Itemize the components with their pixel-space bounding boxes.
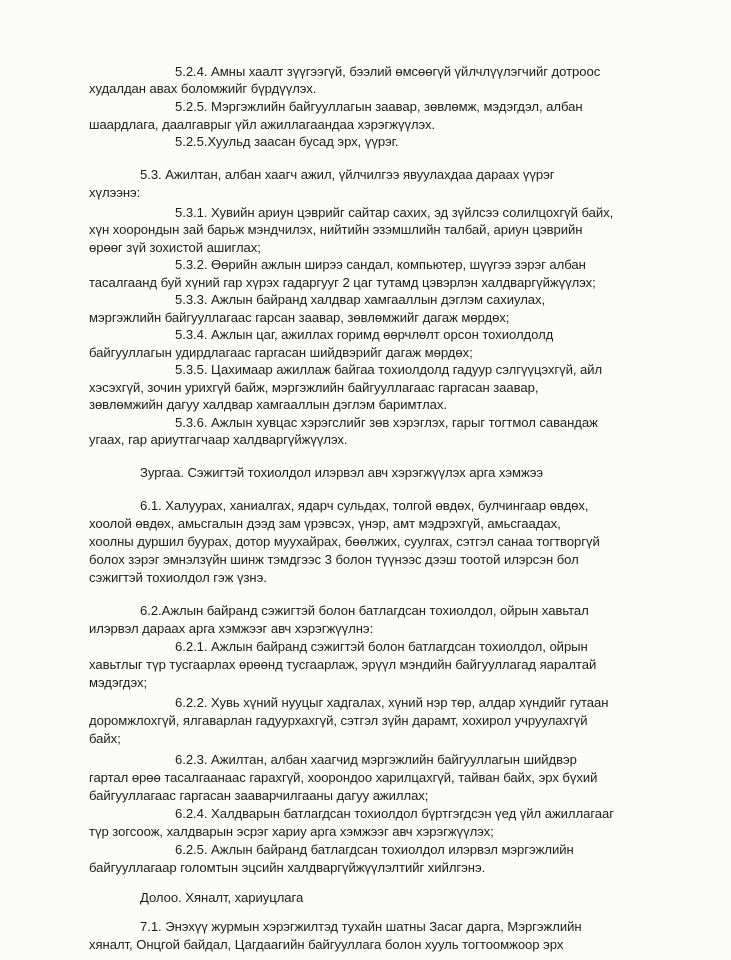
document-line	[0, 514, 731, 534]
document-line-text: мэргэжлийн байгууллагаас гарсан заавар, зөвлөмжийг дагаж мөрдөх;	[89, 310, 510, 325]
document-line-text: болох зэрэг эмнэлзүйн шинж тэмдгээс 3 болон түүнээс дээш тоотой илэрсэн бол	[89, 552, 579, 567]
document-line	[0, 768, 731, 788]
document-line	[0, 729, 731, 749]
document-line-text: 5.2.4. Амны хаалт зүүгээгүй, бээлий өмсөөгүй үйлчлүүлэгчийг дотроос	[175, 64, 601, 79]
document-line	[0, 840, 731, 860]
document-line	[0, 673, 731, 693]
document-line-text: илэрвэл дараах арга хэмжээг авч хэрэгжүүлнэ:	[89, 621, 374, 636]
document-line	[0, 183, 731, 203]
document-line-text: 6.1. Халуурах, ханиалгах, ядарч сульдах, толгой өвдөх, булчингаар өвдөх,	[140, 498, 589, 513]
document-line	[0, 711, 731, 731]
document-line	[0, 532, 731, 552]
document-line-text: байх;	[89, 731, 121, 746]
document-line	[0, 430, 731, 450]
document-line	[0, 637, 731, 657]
document-line-text: 6.2.5. Ажлын байранд батлагдсан тохиолдол илэрвэл мэргэжлийн	[175, 842, 574, 857]
document-line	[0, 750, 731, 770]
document-line-text: 5.3.5. Цахимаар ажиллаж байгаа тохиолдолд гадуур сэлгүүцэхгүй, айл	[175, 362, 603, 377]
document-line	[0, 220, 731, 240]
document-line	[0, 550, 731, 570]
document-line-text: угаах, гар ариутгагчаар халдваргүйжүүлэх.	[89, 432, 348, 447]
document-line	[0, 255, 731, 275]
document-line	[0, 290, 731, 310]
document-line-text: 5.3.1. Хувийн ариун цэврийг сайтар сахих, эд зүйлсээ солилцохгүй байх,	[175, 205, 614, 220]
document-line-text: доромжлохгүй, ялгаварлан гадуурхахгүй, сэтгэл зүйн дарамт, хохирол учруулахгүй	[89, 713, 588, 728]
document-line	[0, 97, 731, 117]
document-line	[0, 132, 731, 152]
document-line	[0, 655, 731, 675]
document-line-text: хүн хоорондын зай барьж мэндчилэх, нийтийн эзэмшлийн талбай, ариун цэврийн	[89, 222, 583, 237]
document-line-text: хавьтлыг түр тусгаарлах өрөөнд тусгаарлаж, эрүүл мэндийн байгууллагад яаралтай	[89, 657, 597, 672]
document-line-text: гартал өрөө тасалгаанаас гарахгүй, хоорондоо харилцахгүй, тайван байх, эрх бүхий	[89, 770, 598, 785]
document-line	[0, 619, 731, 639]
document-line-text: 5.3.6. Ажлын хувцас хэрэгслийг зөв хэрэглэх, гарыг тогтмол савандаж	[175, 415, 598, 430]
document-line	[0, 917, 731, 937]
document-line-text: хоолой өвдөх, амьсгалын дээд зам үрэвсэх, үнэр, амт мэдрэхгүй, амьсгаадах,	[89, 516, 561, 531]
document-line-text: 6.2.2. Хувь хүний нууцыг хадгалах, хүний нэр төр, алдар хүндийг гутаан	[175, 695, 609, 710]
document-line-text: хоолны дуршил буурах, дотор муухайрах, бөөлжих, суулгах, сэтгэл санаа тогтворгүй	[89, 534, 600, 549]
document-line-text: хүлээнэ:	[89, 185, 141, 200]
document-line-text: хэсэхгүй, зочин урихгүй байж, мэргэжлийн байгууллагаас гаргасан заавар,	[89, 380, 539, 395]
document-line	[0, 165, 731, 185]
document-line	[0, 601, 731, 621]
document-line-text: хяналт, Онцгой байдал, Цагдаагийн байгууллага болон хууль тогтоомжоор эрх	[89, 937, 564, 952]
document-line-text: 6.2.4. Халдварын батлагдсан тохиолдол бүртгэгдсэн үед үйл ажиллагааг	[175, 806, 614, 821]
document-line-text: 5.3. Ажилтан, албан хаагч ажил, үйлчилгээ явуулахдаа дараах үүрэг	[140, 167, 555, 182]
document-line	[0, 822, 731, 842]
document-line	[0, 325, 731, 345]
document-line	[0, 693, 731, 713]
document-line-text: түр зогсоож, халдварын эсрэг хариу арга хэмжээг авч хэрэгжүүлэх;	[89, 824, 494, 839]
document-line	[0, 858, 731, 878]
document-line-text: мэдэгдэх;	[89, 675, 148, 690]
document-line-text: байгууллагаар голомтын эцсийн халдваргүйжүүлэлтийг хийлгэнэ.	[89, 860, 486, 875]
document-line-text: 6.2.3. Ажилтан, албан хаагчид мэргэжлийн байгууллагын шийдвэр	[175, 752, 577, 767]
section-heading	[0, 888, 731, 908]
document-line	[0, 360, 731, 380]
document-line-text: тасалгаанд буй хүний гар хүрэх гадаргууг 2 цаг тутамд цэвэрлэн халдваргүйжүүлэх;	[89, 275, 596, 290]
document-line	[0, 496, 731, 516]
document-line	[0, 804, 731, 824]
document-line-text: 7.1. Энэхүү журмын хэрэгжилтэд тухайн шатны Засаг дарга, Мэргэжлийн	[140, 919, 582, 934]
document-line	[0, 786, 731, 806]
document-line-text: 5.2.5.Хуульд заасан бусад эрх, үүрэг.	[175, 134, 399, 149]
document-line-text: 6.2.1. Ажлын байранд сэжигтэй болон батлагдсан тохиолдол, ойрын	[175, 639, 588, 654]
document-line-text: шаардлага, даалгаврыг үйл ажиллагаандаа хэрэгжүүлэх.	[89, 117, 436, 132]
document-line	[0, 935, 731, 955]
document-line	[0, 568, 731, 588]
document-line-text: 5.3.3. Ажлын байранд халдвар хамгааллын дэглэм сахиулах,	[175, 292, 546, 307]
document-line-text: 5.3.2. Өөрийн ажлын ширээ сандал, компьютер, шүүгээ зэрэг албан	[175, 257, 586, 272]
document-line-text: 5.3.4. Ажлын цаг, ажиллах горимд өөрчлөлт орсон тохиолдолд	[175, 327, 554, 342]
document-line-text: худалдан авах боломжийг бүрдүүлэх.	[89, 81, 317, 96]
document-line	[0, 395, 731, 415]
document-line-text: Зургаа. Сэжигтэй тохиолдол илэрвэл авч хэрэгжүүлэх арга хэмжээ	[140, 465, 543, 480]
section-heading	[0, 463, 731, 483]
document-line	[0, 79, 731, 99]
document-line-text: 5.2.5. Мэргэжлийн байгууллагын заавар, зөвлөмж, мэдэгдэл, албан	[175, 99, 583, 114]
document-line-text: байгууллагын удирдлагаас гаргасан шийдвэрийг дагаж мөрдөх;	[89, 345, 473, 360]
document-line-text: сэжигтэй тохиолдол гэж үзнэ.	[89, 570, 267, 585]
document-line-text: зөвлөмжийн дагуу халдвар хамгааллын дэглэм баримтлах.	[89, 397, 447, 412]
document-line-text: байгууллагаас гаргасан зааварчилгааны дагуу ажиллах;	[89, 788, 429, 803]
document-line-text: 6.2.Ажлын байранд сэжигтэй болон батлагдсан тохиолдол, ойрын хавьтал	[140, 603, 589, 618]
document-line-text: Долоо. Хяналт, хариуцлага	[140, 890, 304, 905]
document-line-text: өрөөг зүй зохистой ашиглах;	[89, 240, 261, 255]
